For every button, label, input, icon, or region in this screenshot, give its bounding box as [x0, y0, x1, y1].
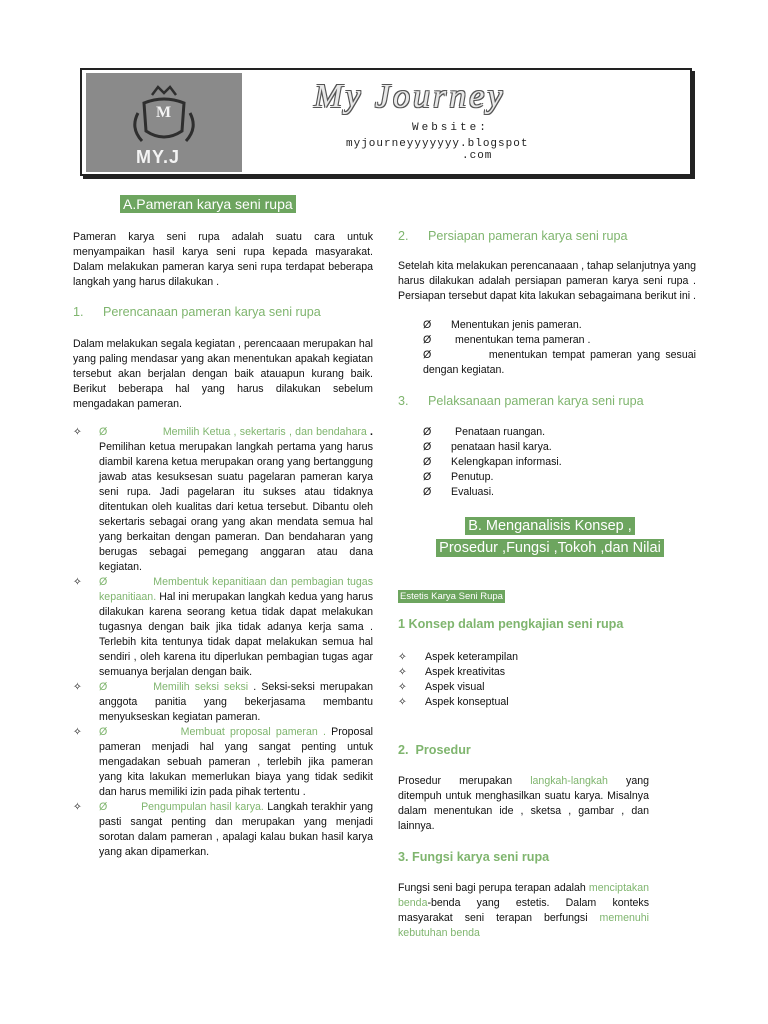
fungsi-heading: 3. Fungsi karya seni rupa	[398, 850, 550, 864]
website-label: Website:	[412, 122, 489, 134]
step-text: Seksi-seksi merupakan anggota panitia yang bekerjasama membantu menyukseskan kegiatan pameran.	[99, 681, 373, 723]
website-url: myjourneyyyyyyy.blogspot	[346, 138, 529, 150]
planning-step	[73, 575, 373, 680]
section-1-number: 1.	[73, 305, 84, 319]
logo-text: MY.J	[136, 147, 181, 167]
empty-set-icon: Ø	[99, 576, 108, 588]
prosedur-heading: 2. Prosedur	[398, 743, 471, 757]
section-2-paragraph: Setelah kita melakukan perencanaaan , tahap selanjutnya yang harus dilakukan adalah persiapan pameran karya seni rupa . Persiapan tersebut dapat kita lakukan sebagaimana berikut ini .	[398, 260, 697, 302]
list-item: ✧ Aspek kreativitas	[398, 666, 506, 678]
planning-step	[73, 725, 373, 800]
diamond-bullet-icon: ✧	[73, 681, 82, 693]
step-text: Proposal pameran menjadi hal yang sangat penting untuk mengadakan sebuah pameran , terlebih jika pameran yang kita lakukan memerlukan biaya yang tidak sedikit dan harus memiliki izin pada pihak tertentu .	[99, 726, 373, 798]
banner	[80, 68, 692, 176]
step-label: Membentuk kepanitiaan dan pembagian tugas kepanitiaan.	[99, 576, 373, 603]
section-3-number: 3.	[398, 394, 409, 408]
empty-set-icon: Ø	[99, 681, 108, 693]
section-2-heading	[398, 229, 698, 243]
empty-set-icon: Ø	[423, 486, 432, 498]
empty-set-icon: Ø	[99, 726, 108, 738]
konsep-heading: 1 Konsep dalam pengkajian seni rupa	[398, 617, 624, 631]
section-3-title: Pelaksanaan pameran karya seni rupa	[428, 394, 644, 408]
empty-set-icon: Ø	[423, 426, 432, 438]
step-text: Hal ini merupakan langkah kedua yang harus dilakukan karena seorang ketua tidak dapat melakukan tugasnya dengan baik jika tidak adanya kerja sama . Terlebih kita tentunya tidak dapat melakukan semua hal sendiri , oleh karena itu diperlukan pembagian tugas agar semuanya berjalan dengan baik.	[99, 591, 373, 678]
step-label: Memilih seksi seksi	[153, 681, 249, 693]
logo-block	[86, 73, 242, 172]
list-item: Ø Penataan ruangan.	[423, 426, 546, 438]
list-item: Ø menentukan tempat pameran yang sesuai dengan kegiatan.	[423, 349, 696, 376]
section-3-heading	[398, 394, 698, 408]
heading-a-wrap	[120, 196, 296, 214]
estetis-label-wrap	[398, 586, 505, 604]
intro-paragraph: Pameran karya seni rupa adalah suatu cara untuk menyampaikan hasil karya seni rupa kepada masyarakat. Dalam melakukan pameran karya seni rupa terdapat beberapa langkah yang harus dilakukan .	[73, 231, 373, 288]
step-text: Langkah terakhir yang pasti sangat penting dan merupakan yang menjadi sorotan dalam pameran , apalagi kalau bukan hasil karya yang akan dipamerkan.	[99, 801, 373, 858]
empty-set-icon: Ø	[99, 801, 108, 813]
empty-set-icon: Ø	[99, 426, 108, 438]
empty-set-icon: Ø	[423, 319, 432, 331]
step-separator: .	[248, 681, 262, 693]
diamond-bullet-icon: ✧	[73, 801, 82, 813]
diamond-bullet-icon: ✧	[398, 681, 407, 693]
list-item: Ø penataan hasil karya.	[423, 441, 552, 453]
list-item: ✧ Aspek konseptual	[398, 696, 509, 708]
list-item: Ø Menentukan jenis pameran.	[423, 319, 582, 331]
planning-step	[73, 800, 373, 860]
konsep-list	[398, 650, 678, 710]
list-item: Ø Evaluasi.	[423, 486, 494, 498]
preparation-list	[423, 318, 696, 378]
estetis-label: Estetis Karya Seni Rupa	[400, 591, 503, 602]
heading-b	[410, 515, 690, 559]
step-label: Membuat proposal pameran .	[180, 726, 326, 738]
step-label: Memilih Ketua , sekertaris , dan bendahara	[162, 426, 367, 438]
diamond-bullet-icon: ✧	[398, 651, 407, 663]
diamond-bullet-icon: ✧	[73, 726, 82, 738]
section-2-title: Persiapan pameran karya seni rupa	[428, 229, 628, 243]
empty-set-icon: Ø	[423, 456, 432, 468]
diamond-bullet-icon: ✧	[73, 576, 82, 588]
section-2-number: 2.	[398, 229, 409, 243]
diamond-bullet-icon: ✧	[398, 666, 407, 678]
logo-letter: M	[156, 104, 172, 121]
heading-a: A.Pameran karya seni rupa	[120, 195, 296, 213]
list-item: ✧ Aspek keterampilan	[398, 651, 519, 663]
list-item: Ø menentukan tema pameran .	[423, 334, 591, 346]
diamond-bullet-icon: ✧	[73, 426, 82, 438]
list-item: ✧ Aspek visual	[398, 681, 485, 693]
execution-list	[423, 425, 696, 500]
fungsi-paragraph: Fungsi seni bagi perupa terapan adalah menciptakan benda-benda yang estetis. Dalam konteks masyarakat seni terapan berfungsi memenuhi kebutuhan benda	[398, 882, 649, 939]
planning-step	[73, 680, 373, 725]
heading-b-line-1: B. Menganalisis Konsep ,	[465, 517, 635, 535]
list-item: Ø Penutup.	[423, 471, 494, 483]
step-label: Pengumpulan hasil karya.	[141, 801, 264, 813]
section-1-heading	[73, 305, 373, 319]
website-url-suffix: .com	[462, 150, 493, 162]
empty-set-icon: Ø	[423, 334, 432, 346]
planning-steps-list	[73, 425, 373, 860]
empty-set-icon: Ø	[423, 349, 432, 361]
planning-step	[73, 425, 373, 575]
empty-set-icon: Ø	[423, 441, 432, 453]
prosedur-paragraph: Prosedur merupakan langkah-langkah yang ditempuh untuk menghasilkan suatu karya. Misalnya dalam menentukan ide , sketsa , gambar , dan lainnya.	[398, 775, 650, 832]
section-1-title: Perencanaan pameran karya seni rupa	[103, 305, 321, 319]
empty-set-icon: Ø	[423, 471, 432, 483]
diamond-bullet-icon: ✧	[398, 696, 407, 708]
step-separator: .	[366, 426, 373, 438]
heading-b-line-2: Prosedur ,Fungsi ,Tokoh ,dan Nilai	[436, 539, 664, 557]
list-item: Ø Kelengkapan informasi.	[423, 456, 562, 468]
banner-title: My Journey	[314, 78, 506, 115]
section-1-paragraph: Dalam melakukan segala kegiatan , perencaaan merupakan hal yang paling mendasar yang akan menentukan apakah kegiatan tersebut akan berjalan dengan baik atauapun kurang baik. Berikut beberapa hal yang harus dilakukan sebelum mengadakan pameran.	[73, 338, 373, 410]
step-text: Pemilihan ketua merupakan langkah pertama yang harus diambil karena ketua merupakan orang yang bertanggung jawab atas kesuksesan suatu pagelaran pameran karya seni rupa. Jadi pagelaran itu sukses atau tidaknya ditentukan oleh kualitas dari ketua tersebut. Dibantu oleh sekertaris sebagai orang yang akan mendata semua hal yang berkaitan dengan pameran. Dan bendaharan yang berugas sebagai pemegang anggaran atau dana kegiatan.	[99, 441, 373, 573]
